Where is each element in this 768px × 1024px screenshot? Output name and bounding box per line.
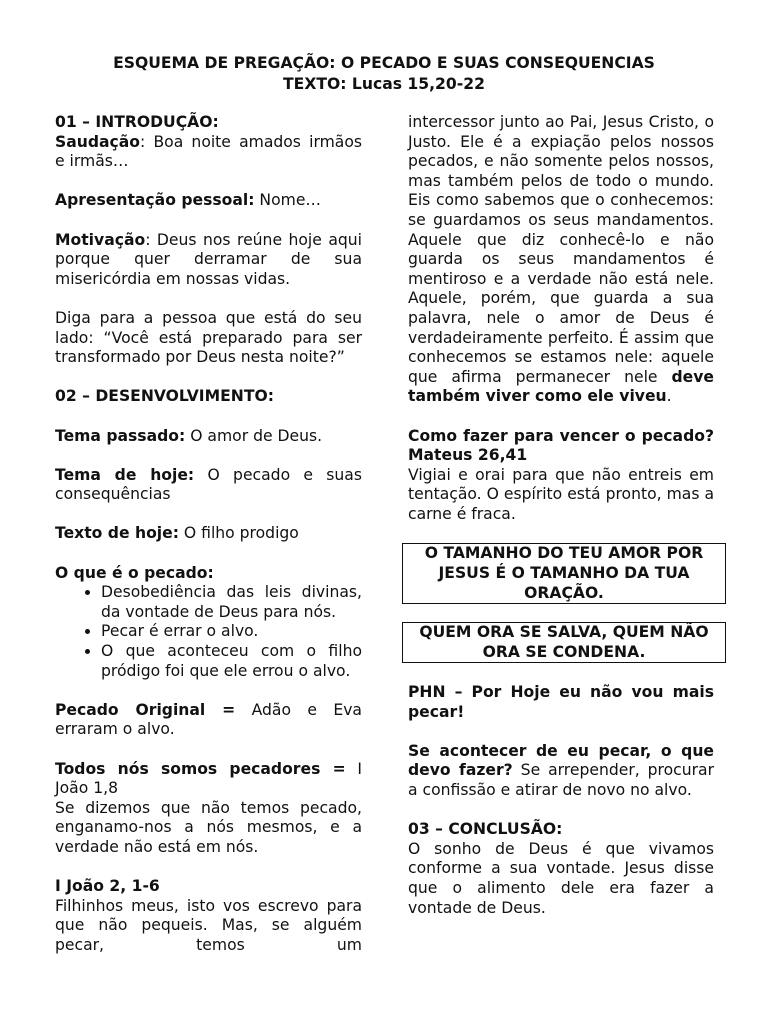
- pecado-heading: O que é o pecado:: [55, 563, 214, 582]
- motivacao-paragraph: [55, 231, 362, 290]
- list-item: • Desobediência das leis divinas, da vontade de Deus para nós.: [101, 583, 362, 622]
- acontecer-text: Se arrepender, procurar a confissão e atirar de novo no alvo.: [408, 761, 714, 799]
- pecado-original-text: Adão e Eva erraram o alvo.: [55, 700, 362, 739]
- tema-passado-text: O amor de Deus.: [185, 426, 323, 445]
- saudacao-paragraph: [55, 133, 362, 172]
- continuation-end: .: [666, 387, 672, 406]
- saudacao-label: Saudação: [55, 132, 141, 151]
- texto-hoje-label: Texto de hoje:: [55, 524, 179, 543]
- document-title: ESQUEMA DE PREGAÇÃO: O PECADO E SUAS CONSEQUENCIAS: [113, 54, 655, 72]
- texto-hoje-text: O filho prodigo: [178, 524, 299, 543]
- phn-text: PHN – Por Hoje eu não vou mais pecar!: [408, 683, 714, 721]
- joao-text: Filhinhos meus, isto vos escrevo para que não pequeis. Mas, se alguém pecar, temos um: [55, 896, 362, 954]
- acontecer-label: Se acontecer de eu pecar, o que devo fazer?: [408, 741, 714, 780]
- conclusao-text: O sonho de Deus é que vivamos conforme a sua vontade. Jesus disse que o alimento dele era fazer a vontade de Deus.: [408, 839, 714, 917]
- joao-heading: I João 2, 1-6: [55, 877, 160, 896]
- tema-passado-paragraph: [55, 427, 362, 447]
- conclusao-heading: 03 – CONCLUSÃO:: [408, 820, 563, 839]
- tema-hoje-paragraph: [55, 466, 362, 505]
- desenvolvimento-heading: 02 – DESENVOLVIMENTO:: [55, 387, 274, 406]
- saudacao-text: : Boa noite amados irmãos e irmãs…: [55, 132, 362, 171]
- left-column: [55, 113, 362, 956]
- apresentacao-text: Nome…: [254, 191, 322, 210]
- vencer-heading: Como fazer para vencer o pecado? Mateus 26,41: [408, 426, 714, 465]
- list-item: • O que aconteceu com o filho pródigo foi que ele errou o alvo.: [101, 642, 362, 681]
- vencer-text: Vigiai e orai para que não entreis em tentação. O espírito está pronto, mas a carne é fraca.: [408, 465, 714, 523]
- apresentacao-label: Apresentação pessoal:: [55, 191, 255, 210]
- todos-quote: Se dizemos que não temos pecado, enganamo-nos a nós mesmos, e a verdade não está em nós.: [55, 798, 362, 856]
- continuation-paragraph: [408, 113, 714, 407]
- pecado-original-label: Pecado Original =: [55, 700, 236, 719]
- tema-hoje-label: Tema de hoje:: [55, 465, 195, 484]
- continuation-bold: deve também viver como ele viveu: [408, 367, 714, 406]
- list-item: • Pecar é errar o alvo.: [101, 622, 362, 642]
- acontecer-paragraph: [408, 742, 714, 801]
- motivacao-text: : Deus nos reúne hoje aqui porque quer derramar de sua misericórdia em nossas vidas.: [55, 230, 362, 288]
- todos-label: Todos nós somos pecadores =: [55, 759, 346, 778]
- pecado-list: [55, 583, 362, 681]
- tema-passado-label: Tema passado:: [55, 426, 186, 445]
- todos-paragraph: [55, 760, 362, 799]
- document-subtitle: TEXTO: Lucas 15,20-22: [283, 75, 485, 93]
- continuation-text: intercessor junto ao Pai, Jesus Cristo, o Justo. Ele é a expiação pelos nossos pecados, e não somente pelos nossos, mas também pelos de todo o mundo. Eis como sabemos que o conhecemos: se guardamos os seus mandamentos. Aquele que diz conhecê-lo e não guarda os seus mandamentos é mentiroso e a verdade não está nele. Aquele, porém, que guarda a sua palavra, nele o amor de Deus é verdadeiramente perfeito. É assim que conhecemos se estamos nele: aquele que afirma permanecer nele: [408, 113, 714, 386]
- diga-paragraph: Diga para a pessoa que está do seu lado: “Você está preparado para ser transformado por Deus nesta noite?”: [55, 308, 362, 367]
- texto-hoje-paragraph: [55, 524, 362, 544]
- ora-callout-box: QUEM ORA SE SALVA, QUEM NÃO ORA SE CONDENA.: [402, 622, 726, 663]
- intro-heading: 01 – INTRODUÇÃO:: [55, 113, 219, 131]
- right-column: [408, 113, 714, 918]
- amor-callout-box: O TAMANHO DO TEU AMOR POR JESUS É O TAMANHO DA TUA ORAÇÃO.: [402, 543, 726, 604]
- todos-ref: I João 1,8: [55, 759, 363, 798]
- pecado-original-paragraph: [55, 701, 362, 740]
- motivacao-label: Motivação: [55, 230, 146, 249]
- tema-hoje-text: O pecado e suas consequências: [55, 465, 362, 504]
- apresentacao-paragraph: [55, 191, 362, 211]
